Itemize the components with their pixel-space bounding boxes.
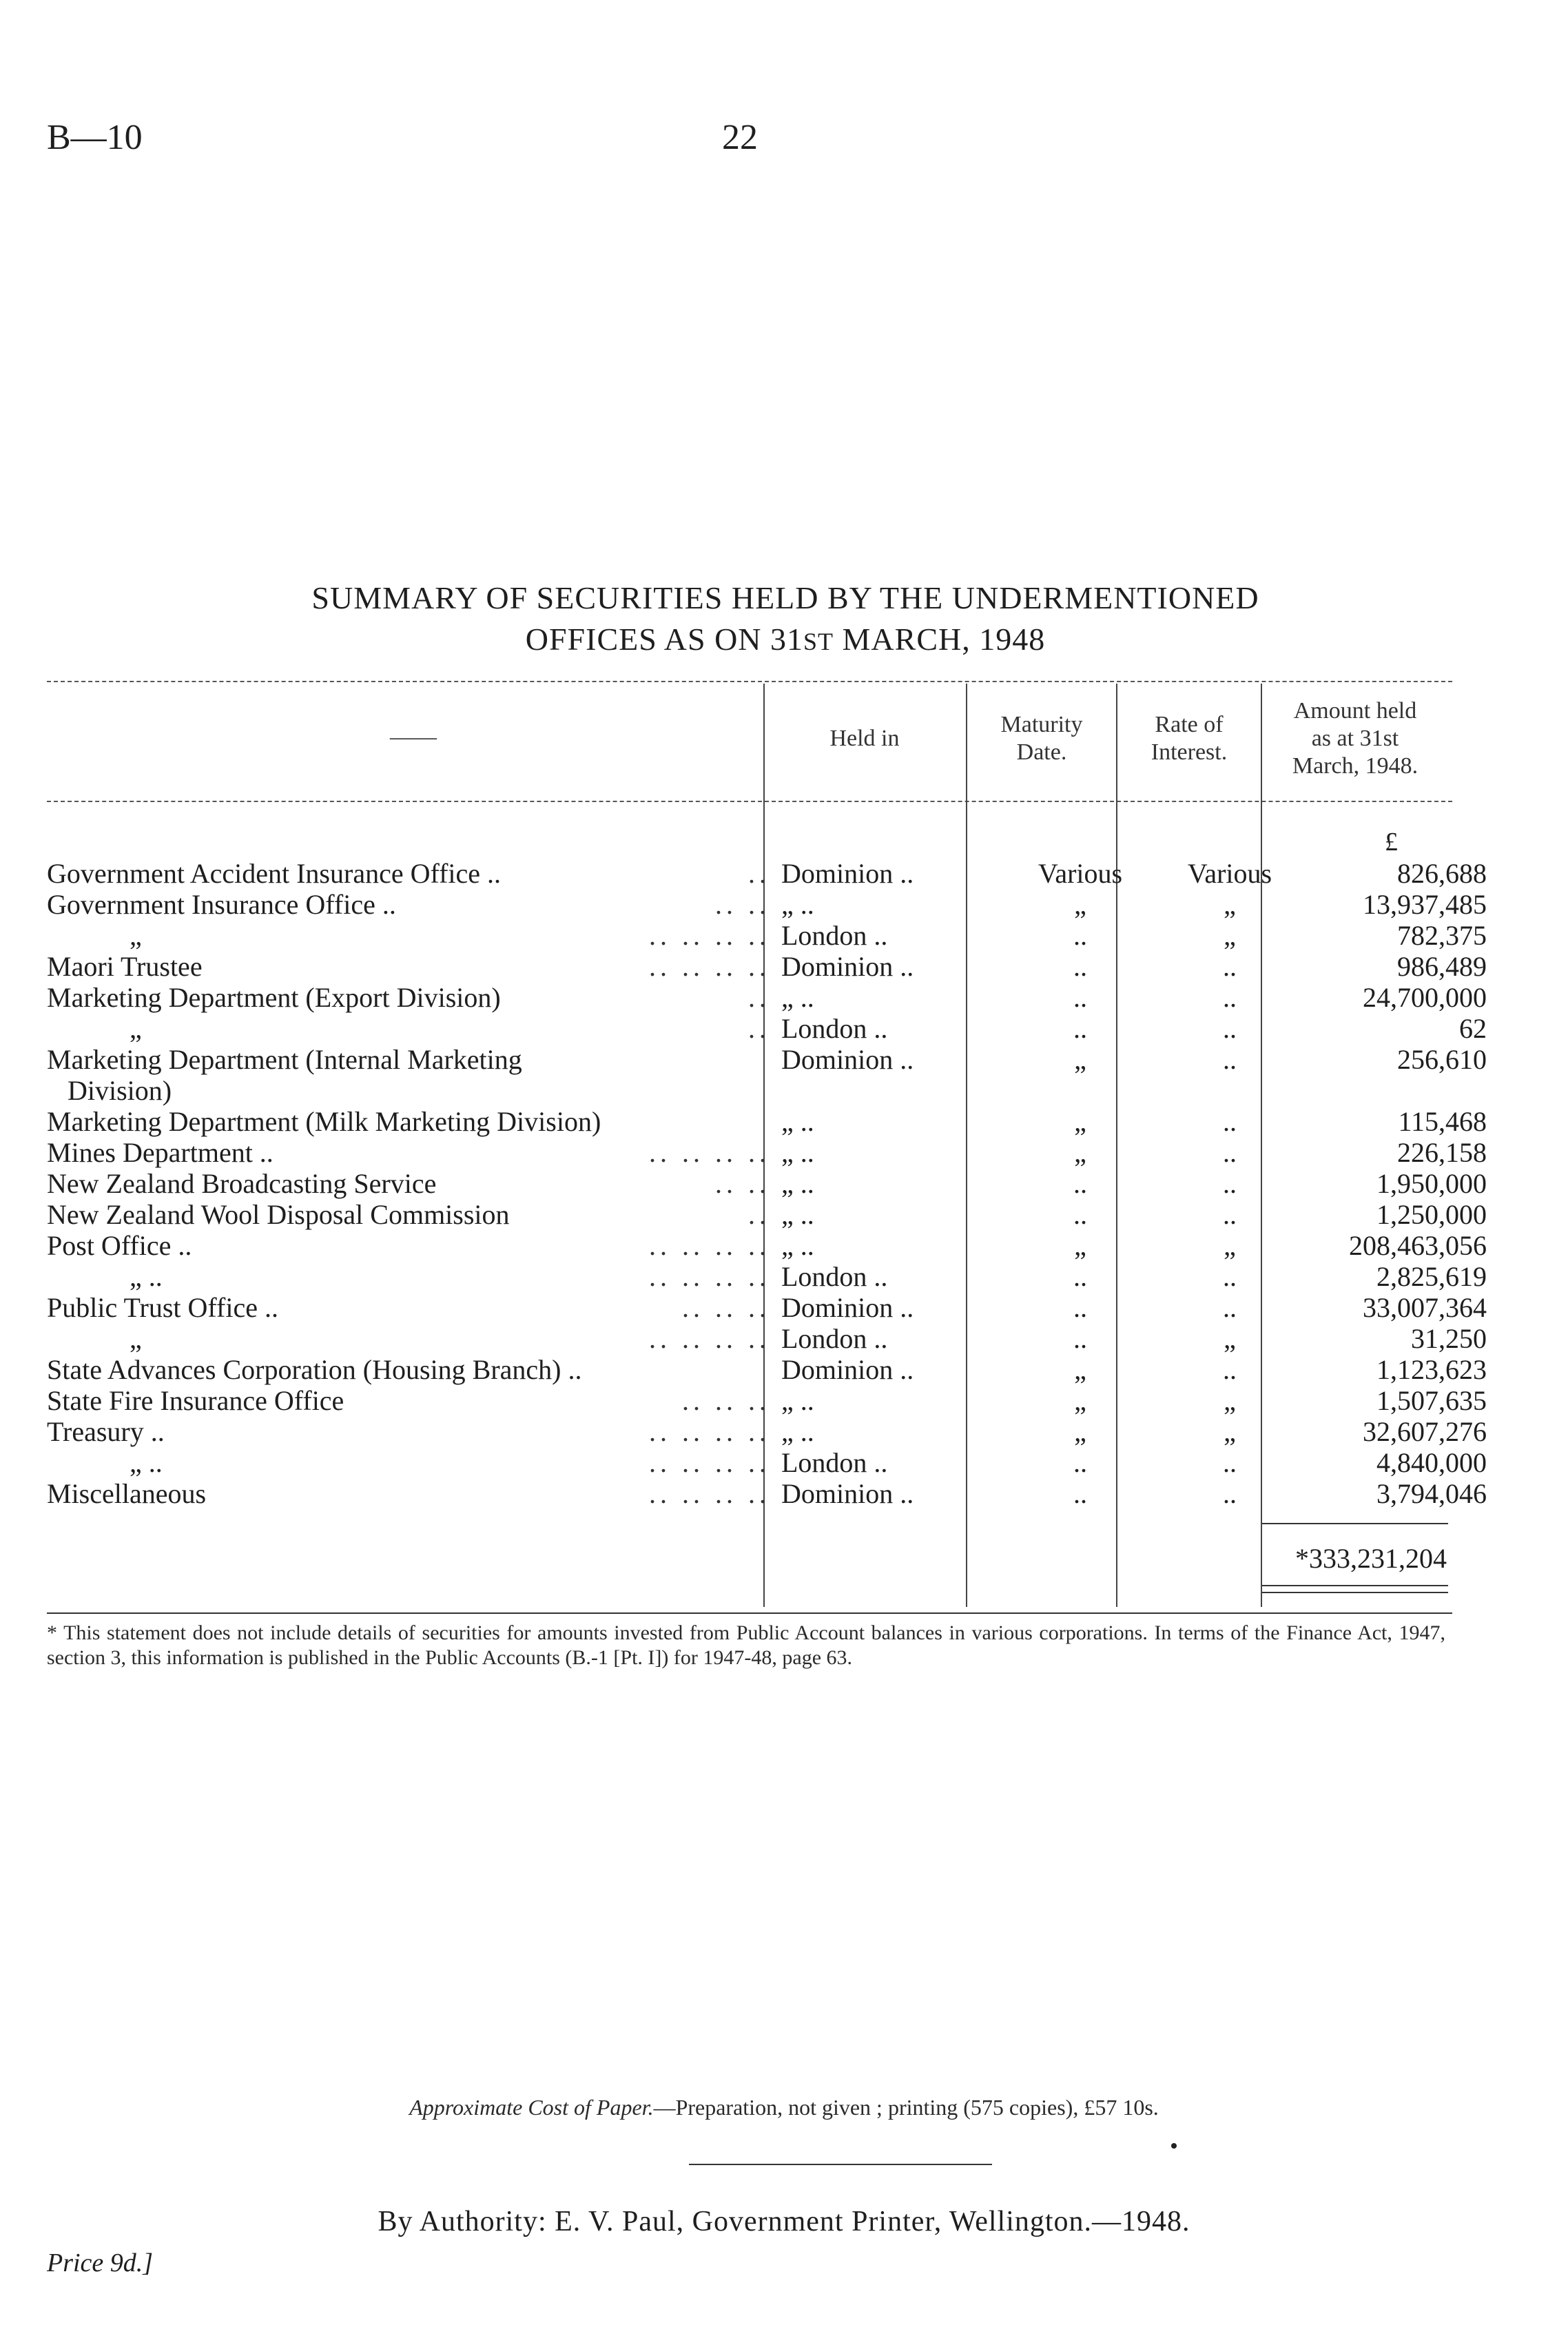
header-maturity-line-2: Date. [1016, 739, 1067, 765]
row-leader-dots: .. [748, 858, 770, 889]
row-amount: 31,250 [1411, 1323, 1487, 1354]
table-row [47, 1137, 1487, 1168]
table-row [47, 1478, 1487, 1509]
row-leader-dots: .. [748, 1199, 770, 1230]
row-maturity: .. [1073, 1478, 1087, 1509]
row-maturity: .. [1073, 982, 1087, 1013]
cost-label: Approximate Cost of Paper. [409, 2095, 654, 2120]
price: Price 9d.] [47, 2249, 154, 2277]
row-name: State Advances Corporation (Housing Branch) .. [47, 1354, 582, 1385]
row-amount: 4,840,000 [1376, 1447, 1487, 1478]
row-name: „ .. [130, 1447, 163, 1478]
row-name: Mines Department .. [47, 1137, 274, 1168]
row-amount: 1,250,000 [1376, 1199, 1487, 1230]
row-amount: 256,610 [1397, 1044, 1487, 1075]
cost-text: —Preparation, not given ; printing (575 copies), £57 10s. [653, 2095, 1159, 2120]
row-leader-dots: .. .. [715, 889, 770, 920]
row-amount: 115,468 [1398, 1106, 1487, 1137]
row-name: New Zealand Wool Disposal Commission [47, 1199, 510, 1230]
row-maturity: .. [1073, 1261, 1087, 1292]
row-held-in: London .. [781, 1323, 888, 1354]
table-row [47, 1385, 1487, 1416]
printer-authority: By Authority: E. V. Paul, Government Printer, Wellington.—1948. [378, 2206, 1190, 2237]
title-line-2-end: MARCH, 1948 [834, 622, 1046, 657]
table-row [47, 1075, 1459, 1106]
footnote: * This statement does not include details of securities for amounts invested from Public Account balances in various corporations. In terms of the Finance Act, 1947, section 3, this information is published in the Public Accounts (B.-1 [Pt. I]) for 1947-48, page 63. [47, 1621, 1445, 1669]
row-leader-dots: .. [748, 982, 770, 1013]
table-row [47, 1416, 1487, 1447]
header-name: —— [390, 724, 437, 750]
table-row [47, 1013, 1487, 1044]
row-leader-dots: .. .. .. .. [649, 1478, 770, 1509]
row-rate: .. [1223, 1044, 1237, 1075]
title-line-2-suffix: ST [803, 628, 834, 655]
row-rate: .. [1223, 1478, 1237, 1509]
row-rate: „ [1224, 889, 1236, 920]
row-leader-dots: .. .. .. .. [649, 951, 770, 982]
row-leader-dots: .. .. .. .. [649, 1137, 770, 1168]
row-leader-dots: .. .. .. .. [649, 920, 770, 951]
row-name: „ .. [130, 1261, 163, 1292]
row-maturity: „ [1074, 1230, 1086, 1261]
authority-rule [689, 2164, 992, 2165]
row-amount: 782,375 [1397, 920, 1487, 951]
table-row [47, 1447, 1487, 1478]
total-double-rule-2 [1262, 1592, 1448, 1593]
row-maturity: .. [1073, 920, 1087, 951]
row-maturity: „ [1074, 1044, 1086, 1075]
row-leader-dots: .. [748, 1013, 770, 1044]
row-held-in: „ .. [781, 1168, 814, 1199]
row-rate: .. [1223, 1292, 1237, 1323]
table-row [47, 1323, 1487, 1354]
row-maturity: „ [1074, 1106, 1086, 1137]
title-line-2-start: OFFICES AS ON 31 [525, 622, 804, 657]
currency-symbol: £ [1385, 828, 1398, 857]
row-held-in: „ .. [781, 1137, 814, 1168]
row-rate: Various [1187, 858, 1272, 889]
row-held-in: „ .. [781, 982, 814, 1013]
row-maturity: „ [1074, 1416, 1086, 1447]
row-maturity: .. [1073, 1292, 1087, 1323]
table-row [47, 920, 1487, 951]
row-amount: 32,607,276 [1363, 1416, 1487, 1447]
row-held-in: „ .. [781, 1106, 814, 1137]
row-name: Marketing Department (Internal Marketing [47, 1044, 522, 1075]
row-name: Division) [68, 1075, 172, 1106]
row-name: Marketing Department (Milk Marketing Division) [47, 1106, 601, 1137]
row-leader-dots: .. .. [715, 1168, 770, 1199]
row-leader-dots: .. .. .. .. [649, 1447, 770, 1478]
row-amount: 986,489 [1397, 951, 1487, 982]
row-amount: 33,007,364 [1363, 1292, 1487, 1323]
row-held-in: „ .. [781, 1199, 814, 1230]
table-row [47, 1292, 1487, 1323]
row-held-in: London .. [781, 1013, 888, 1044]
row-name: New Zealand Broadcasting Service [47, 1168, 437, 1199]
row-held-in: „ .. [781, 1416, 814, 1447]
row-maturity: .. [1073, 1323, 1087, 1354]
row-held-in: Dominion .. [781, 1292, 914, 1323]
row-maturity: „ [1074, 889, 1086, 920]
row-maturity: „ [1074, 1385, 1086, 1416]
row-held-in: London .. [781, 920, 888, 951]
grand-total: *333,231,204 [1295, 1543, 1447, 1574]
row-amount: 1,507,635 [1376, 1385, 1487, 1416]
row-name: „ [130, 920, 142, 951]
table-row [47, 1354, 1487, 1385]
row-rate: .. [1223, 982, 1237, 1013]
row-held-in: Dominion .. [781, 951, 914, 982]
row-leader-dots: .. .. .. .. [649, 1416, 770, 1447]
row-maturity: „ [1074, 1137, 1086, 1168]
table-row [47, 1168, 1487, 1199]
header-rate-line-1: Rate of [1155, 712, 1224, 737]
table-row [47, 1199, 1487, 1230]
header-held-in: Held in [829, 726, 900, 751]
row-held-in: „ .. [781, 1385, 814, 1416]
row-amount: 62 [1459, 1013, 1487, 1044]
row-rate: .. [1223, 1106, 1237, 1137]
row-leader-dots: .. .. .. .. [649, 1261, 770, 1292]
row-rate: „ [1224, 1385, 1236, 1416]
table-bottom-rule [47, 1612, 1452, 1614]
row-amount: 826,688 [1397, 858, 1487, 889]
row-name: Maori Trustee [47, 951, 203, 982]
row-leader-dots: .. .. .. [682, 1292, 770, 1323]
row-held-in: „ .. [781, 1230, 814, 1261]
row-name: Government Accident Insurance Office .. [47, 858, 502, 889]
row-maturity: .. [1073, 1199, 1087, 1230]
page-number: 22 [722, 118, 758, 157]
table-row [47, 1106, 1487, 1137]
row-name: Miscellaneous [47, 1478, 207, 1509]
row-rate: .. [1223, 1447, 1237, 1478]
row-leader-dots: .. .. .. .. [649, 1323, 770, 1354]
row-held-in: Dominion .. [781, 1354, 914, 1385]
row-maturity: .. [1073, 1168, 1087, 1199]
row-held-in: Dominion .. [781, 1478, 914, 1509]
row-rate: .. [1223, 1168, 1237, 1199]
row-held-in: London .. [781, 1261, 888, 1292]
title-line-2 [96, 619, 1474, 662]
table-row [47, 951, 1487, 982]
row-held-in: Dominion .. [781, 858, 914, 889]
row-rate: .. [1223, 1137, 1237, 1168]
row-name: Treasury .. [47, 1416, 165, 1447]
ink-dot [1171, 2143, 1177, 2149]
page-title [96, 577, 1474, 662]
header-maturity-line-1: Maturity [1000, 712, 1083, 737]
row-leader-dots: .. .. .. [682, 1385, 770, 1416]
table-row [47, 1230, 1487, 1261]
table-row [47, 1044, 1487, 1075]
row-maturity: .. [1073, 1447, 1087, 1478]
row-amount: 3,794,046 [1376, 1478, 1487, 1509]
table-row [47, 1261, 1487, 1292]
row-amount: 1,123,623 [1376, 1354, 1487, 1385]
row-maturity: .. [1073, 951, 1087, 982]
row-name: Public Trust Office .. [47, 1292, 278, 1323]
row-amount: 208,463,056 [1349, 1230, 1487, 1261]
total-top-rule [1262, 1523, 1448, 1524]
row-maturity: „ [1074, 1354, 1086, 1385]
row-rate: „ [1224, 1230, 1236, 1261]
page-code: B—10 [47, 118, 143, 157]
row-name: Marketing Department (Export Division) [47, 982, 501, 1013]
table-header-rule [47, 801, 1452, 802]
row-rate: .. [1223, 1199, 1237, 1230]
row-rate: .. [1223, 1354, 1237, 1385]
row-rate: .. [1223, 951, 1237, 982]
row-held-in: London .. [781, 1447, 888, 1478]
table-row [47, 858, 1487, 889]
table-top-rule [47, 681, 1452, 682]
row-rate: .. [1223, 1261, 1237, 1292]
row-held-in: Dominion .. [781, 1044, 914, 1075]
row-amount: 1,950,000 [1376, 1168, 1487, 1199]
row-amount: 13,937,485 [1363, 889, 1487, 920]
header-amount-line-1: Amount held [1293, 698, 1417, 724]
title-line-1: SUMMARY OF SECURITIES HELD BY THE UNDERMENTIONED [311, 580, 1259, 615]
cost-of-paper [0, 2095, 1568, 2120]
header-maturity [967, 711, 1116, 766]
header-amount-line-2: as at 31st [1311, 726, 1399, 751]
header-rate-line-2: Interest. [1151, 739, 1228, 765]
row-held-in: „ .. [781, 889, 814, 920]
header-amount [1262, 697, 1448, 780]
row-amount: 226,158 [1397, 1137, 1487, 1168]
row-name: Post Office .. [47, 1230, 192, 1261]
row-rate: „ [1224, 1416, 1236, 1447]
row-name: „ [130, 1323, 142, 1354]
row-name: Government Insurance Office .. [47, 889, 396, 920]
row-amount: 24,700,000 [1363, 982, 1487, 1013]
row-rate: .. [1223, 1013, 1237, 1044]
table-row [47, 889, 1487, 920]
row-amount: 2,825,619 [1376, 1261, 1487, 1292]
row-maturity: Various [1038, 858, 1123, 889]
row-maturity: .. [1073, 1013, 1087, 1044]
header-amount-line-3: March, 1948. [1292, 753, 1419, 779]
total-double-rule-1 [1262, 1585, 1448, 1586]
row-name: „ [130, 1013, 142, 1044]
row-leader-dots: .. .. .. .. [649, 1230, 770, 1261]
row-name: State Fire Insurance Office [47, 1385, 344, 1416]
row-rate: „ [1224, 1323, 1236, 1354]
table-row [47, 982, 1487, 1013]
row-rate: „ [1224, 920, 1236, 951]
header-rate [1117, 711, 1261, 766]
